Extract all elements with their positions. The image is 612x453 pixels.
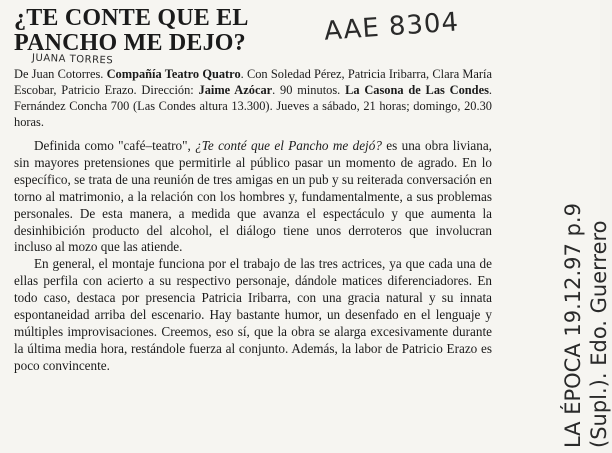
- headline: [14, 6, 314, 56]
- paragraph-1-intro: Definida como "café–teatro",: [34, 138, 196, 153]
- handwritten-archive-note: [560, 8, 612, 448]
- handwritten-reference-code: AAE 8304: [323, 7, 461, 47]
- review-body: [14, 138, 492, 375]
- review-paragraph-2: En general, el montaje funciona por el trabajo de las tres actrices, ya que cada una de ellas perfila con acierto a su respectivo personaje, dándole matices diferenciadores. En todo caso, destaca por presencia Patricia Iribarra, con una gracia natural y su innata espontaneidad arriba del escenario. Hay bastante humor, un desenfado en el lenguaje y múltiples improvisaciones. Creemos, eso sí, que la obra se alarga excesivamente durante la última media hora, restándole fuerza al conjunto. Además, la labor de Patricio Erazo es poco convincente.: [14, 256, 492, 373]
- credits-company: Compañía Teatro Quatro: [106, 67, 241, 81]
- archive-note-line-2: (Supl.). Edo. Guerrero: [587, 220, 611, 448]
- headline-line-2: PANCHO ME DEJO?: [14, 30, 246, 56]
- review-paragraph-1: [14, 138, 492, 256]
- archive-note-line-1: LA ÉPOCA 19.12.97 p.9: [561, 203, 585, 448]
- credits-duration: . 90 minutos.: [272, 83, 346, 97]
- play-title-italic: ¿Te conté que el Pancho me dejó?: [195, 138, 382, 153]
- credits-director: Jaime Azócar: [198, 83, 273, 97]
- credits-venue: La Casona de Las Condes: [345, 83, 489, 97]
- play-credits: [14, 66, 492, 130]
- paragraph-1-rest: es una obra liviana, sin mayores pretensiones que permitirle al público pasar un momento de agrado. En lo específico, se trata de una reunión de tres amigas en un pub y su reiterada conversación en torno al matrimonio, a la relación con los hombres y, fundamentalmente, a sus problemas personales. De esta manera, a medida que avanza el espectáculo y que aumenta la desinhibición producto del alcohol, el diálogo tiene unos derroteros que involucran incluso al mozo que las atiende.: [14, 138, 492, 255]
- handwritten-author-note: JUANA TORRES: [31, 52, 114, 67]
- credits-author: De Juan Cotorres.: [14, 67, 107, 81]
- credits-cast: . Con Soledad Pérez, Patricia Iribarra, Clara María Escobar, Patricio Erazo. Dirección:: [14, 67, 492, 97]
- headline-line-1: ¿TE CONTE QUE EL: [14, 5, 249, 31]
- credits-schedule: . Fernández Concha 700 (Las Condes altura 13.300). Jueves a sábado, 21 horas; domingo, 20.30 horas.: [14, 83, 492, 129]
